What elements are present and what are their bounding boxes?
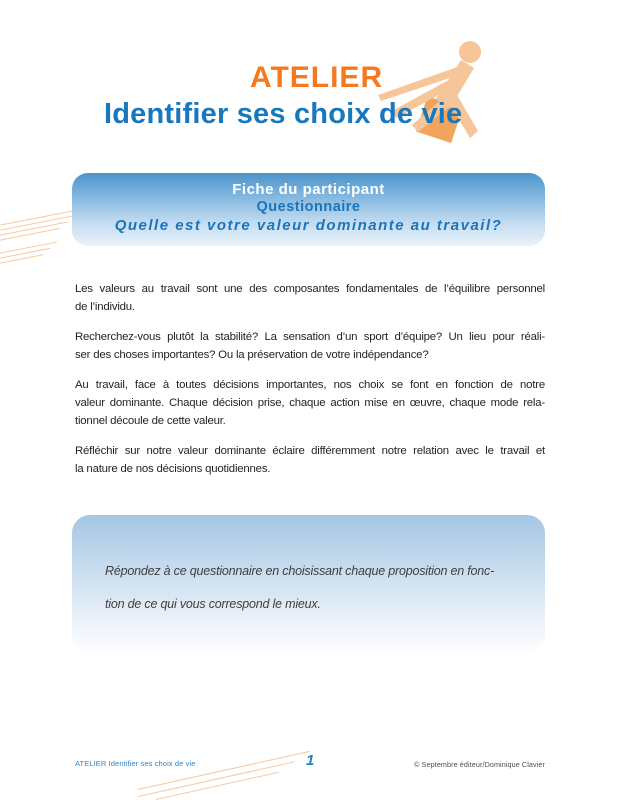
page-title: Identifier ses choix de vie xyxy=(104,98,463,130)
instruction-box xyxy=(72,515,545,652)
footer-copyright: © Septembre éditeur/Dominique Clavier xyxy=(414,760,545,769)
banner-line-fiche: Fiche du participant xyxy=(232,181,385,198)
participant-sheet-banner xyxy=(72,173,545,246)
body-text xyxy=(75,281,545,491)
decor-line xyxy=(156,772,279,800)
figure-head xyxy=(459,41,481,63)
page-number: 1 xyxy=(306,752,315,769)
decor-line xyxy=(0,209,83,227)
body-paragraph: Réfléchir sur notre valeur dominante éclaire différemment notre relation avec le travail et la nature de nos décisions quotidiennes. xyxy=(75,445,545,475)
footer-booklet-title: ATELIER Identifier ses choix de vie xyxy=(75,759,196,768)
banner-line-questionnaire: Questionnaire xyxy=(256,199,361,215)
body-paragraph: Au travail, face à toutes décisions importantes, nos choix se font en fonction de notre valeur dominante. Chaque décision prise, chaque action mise en œuvre, chaque mode rela- tionnel découle de cette valeur. xyxy=(75,379,545,427)
body-paragraph: Recherchez-vous plutôt la stabilité? La sensation d’un sport d’équipe? Un lieu pour réali- ser des choses importantes? Ou la préservation de votre indépendance? xyxy=(75,331,545,361)
instruction-text: Répondez à ce questionnaire en choisissant chaque proposition en fonc- tion de ce qui vous correspond le mieux. xyxy=(105,564,495,611)
body-paragraph: Les valeurs au travail sont une des composantes fondamentales de l’équilibre personnel de l’individu. xyxy=(75,283,545,313)
banner-line-question: Quelle est votre valeur dominante au travail? xyxy=(114,217,503,234)
brand-wordmark: ATELIER xyxy=(250,61,384,94)
